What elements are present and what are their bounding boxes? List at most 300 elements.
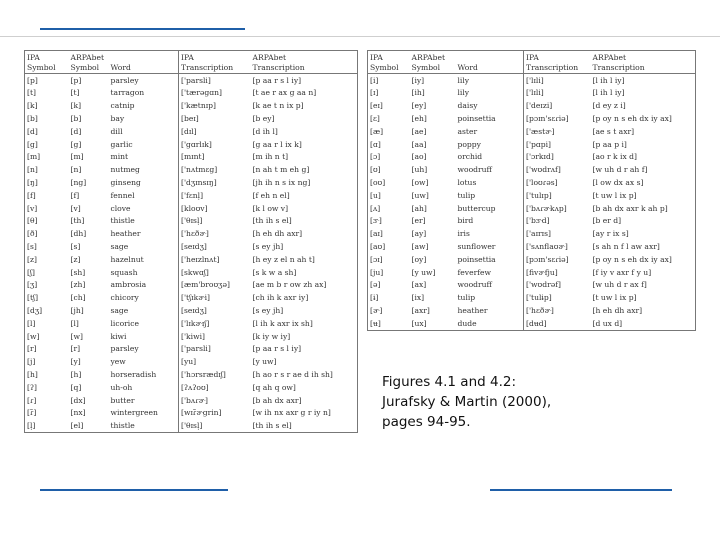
ipa-symbol-cell: [f] bbox=[27, 190, 36, 200]
ipa-symbol-cell: [p] bbox=[27, 75, 38, 85]
ipa-symbol-cell: [k] bbox=[27, 101, 38, 111]
arpabet-transcription-cell: [l ih l iy] bbox=[592, 88, 625, 98]
word-cell: woodruff bbox=[457, 165, 492, 175]
ipa-symbol-cell: [ɔɪ] bbox=[370, 254, 383, 264]
bottom-accent-bar-left bbox=[40, 489, 228, 491]
arpabet-symbol-cell: [g] bbox=[70, 139, 82, 149]
table-row bbox=[25, 202, 358, 215]
ipa-symbol-cell: [ʒ] bbox=[27, 280, 38, 290]
arpabet-transcription-cell: [ae m b r ow zh ax] bbox=[252, 280, 327, 290]
ipa-transcription-cell: ['gɑrlɪk] bbox=[179, 138, 251, 151]
arpabet-symbol-cell: [ax] bbox=[411, 280, 427, 290]
ipa-symbol-cell: [t] bbox=[27, 88, 36, 98]
ipa-symbol-header: IPA Symbol bbox=[368, 51, 410, 74]
ipa-symbol-cell: [w] bbox=[27, 331, 40, 341]
arpabet-symbol-cell: [d] bbox=[70, 126, 82, 136]
arpabet-transcription-cell: [p aa r s l iy] bbox=[252, 344, 302, 354]
ipa-transcription-cell: [kloʊv] bbox=[179, 202, 251, 215]
arpabet-transcription-cell: [g aa r l ix k] bbox=[252, 139, 302, 149]
word-cell: buttercup bbox=[457, 203, 496, 213]
arpabet-symbol-cell: [ow] bbox=[411, 177, 429, 187]
arpabet-transcription-cell: [q ah q ow] bbox=[252, 382, 296, 392]
word-cell: tarragon bbox=[110, 88, 145, 98]
ipa-symbol-cell: [v] bbox=[27, 203, 38, 213]
caption-line: Jurafsky & Martin (2000), bbox=[382, 394, 552, 410]
ipa-symbol-cell: [ɪ] bbox=[370, 88, 379, 98]
ipa-transcription-cell: ['tulɪp] bbox=[524, 189, 591, 202]
arpabet-symbol-cell: [z] bbox=[70, 254, 81, 264]
table-row bbox=[368, 228, 696, 241]
ipa-transcription-cell: [æm'broʊʒə] bbox=[179, 279, 251, 292]
word-header: Word bbox=[456, 51, 524, 74]
arpabet-transcription-cell: [p aa r s l iy] bbox=[252, 75, 302, 85]
arpabet-transcription-cell: [ay r ix s] bbox=[592, 229, 629, 239]
ipa-transcription-cell: ['bʌɾɚ] bbox=[179, 394, 251, 407]
word-cell: squash bbox=[110, 267, 138, 277]
arpabet-symbol-cell: [ah] bbox=[411, 203, 427, 213]
ipa-symbol-cell: [g] bbox=[27, 139, 38, 149]
ipa-transcription-cell: ['kætnɪp] bbox=[179, 100, 251, 113]
word-cell: licorice bbox=[110, 318, 139, 328]
arpabet-transcription-cell: [f eh n el] bbox=[252, 190, 290, 200]
table-row bbox=[25, 304, 358, 317]
table-row bbox=[368, 304, 696, 317]
ipa-transcription-cell: ['parsli] bbox=[179, 343, 251, 356]
arpabet-transcription-cell: [l ih k axr ix sh] bbox=[252, 318, 313, 328]
word-cell: clove bbox=[110, 203, 131, 213]
ipa-transcription-cell: [pɔɪn'sɛɾiə] bbox=[524, 112, 591, 125]
word-cell: poinsettia bbox=[457, 113, 496, 123]
ipa-transcription-cell: [mɪnt] bbox=[179, 151, 251, 164]
word-cell: poinsettia bbox=[457, 254, 496, 264]
ipa-symbol-cell: [b] bbox=[27, 113, 38, 123]
ipa-symbol-cell: [ʉ] bbox=[370, 318, 381, 328]
table-row bbox=[368, 176, 696, 189]
word-cell: woodruff bbox=[457, 280, 492, 290]
ipa-transcription-cell: ['sʌnflaʊɚ] bbox=[524, 240, 591, 253]
word-cell: tulip bbox=[457, 190, 476, 200]
word-cell: poppy bbox=[457, 139, 481, 149]
table-row bbox=[25, 394, 358, 407]
arpabet-symbol-cell: [sh] bbox=[70, 267, 86, 277]
word-header: Word bbox=[109, 51, 179, 74]
word-cell: lily bbox=[457, 75, 470, 85]
arpabet-transcription-cell: [l ih l iy] bbox=[592, 75, 625, 85]
table-row bbox=[368, 151, 696, 164]
ipa-symbol-cell: [z] bbox=[27, 254, 37, 264]
ipa-symbol-cell: [ɾ̃] bbox=[27, 408, 37, 418]
caption-line: pages 94-95. bbox=[382, 414, 471, 430]
arpabet-transcription-header: ARPAbet Transcription bbox=[251, 51, 358, 74]
table-row bbox=[25, 420, 358, 433]
arpabet-symbol-cell: [nx] bbox=[70, 408, 86, 418]
ipa-transcription-cell: ['tulɨp] bbox=[524, 292, 591, 305]
word-cell: orchid bbox=[457, 152, 483, 162]
arpabet-transcription-cell: [th ih s el] bbox=[252, 216, 292, 226]
ipa-transcription-cell: [beɪ] bbox=[179, 112, 251, 125]
word-cell: garlic bbox=[110, 139, 133, 149]
ipa-transcription-cell: ['heɪzlnʌt] bbox=[179, 253, 251, 266]
arpabet-symbol-cell: [n] bbox=[70, 165, 82, 175]
word-cell: yew bbox=[110, 357, 126, 367]
arpabet-symbol-cell: [m] bbox=[70, 152, 84, 162]
arpabet-transcription-cell: [t uw l ix p] bbox=[592, 190, 637, 200]
ipa-transcription-cell: ['deɪzi] bbox=[524, 100, 591, 113]
table-row bbox=[368, 292, 696, 305]
word-cell: butter bbox=[110, 395, 135, 405]
arpabet-symbol-cell: [ae] bbox=[411, 126, 427, 136]
ipa-transcription-cell: ['wʊdrʌf] bbox=[524, 164, 591, 177]
top-divider-line bbox=[0, 36, 720, 37]
arpabet-symbol-cell: [dx] bbox=[70, 395, 86, 405]
ipa-transcription-cell: ['kiwi] bbox=[179, 330, 251, 343]
arpabet-symbol-cell: [t] bbox=[70, 88, 80, 98]
ipa-transcription-cell: [wɪɾ̃ɚgrin] bbox=[179, 407, 251, 420]
ipa-symbol-header: IPA Symbol bbox=[25, 51, 69, 74]
word-cell: horseradish bbox=[110, 369, 157, 379]
table-header-row bbox=[25, 51, 358, 74]
word-cell: lotus bbox=[457, 177, 477, 187]
ipa-symbol-cell: [d] bbox=[27, 126, 38, 136]
arpabet-transcription-cell: [p oy n s eh dx iy ax] bbox=[592, 113, 672, 123]
arpabet-transcription-cell: [p aa p i] bbox=[592, 139, 627, 149]
table-header-row bbox=[368, 51, 696, 74]
word-cell: mint bbox=[110, 152, 129, 162]
arpabet-symbol-cell: [y uw] bbox=[411, 267, 436, 277]
ipa-symbol-cell: [ʊ] bbox=[370, 165, 381, 175]
table-row bbox=[25, 112, 358, 125]
table-row bbox=[25, 407, 358, 420]
arpabet-symbol-cell: [f] bbox=[70, 190, 80, 200]
table-row bbox=[25, 215, 358, 228]
arpabet-transcription-cell: [y uw] bbox=[252, 357, 277, 367]
word-cell: ambrosia bbox=[110, 280, 147, 290]
arpabet-symbol-cell: [iy] bbox=[411, 75, 425, 85]
arpabet-transcription-cell: [b ey] bbox=[252, 113, 275, 123]
arpabet-transcription-cell: [n ah t m eh g] bbox=[252, 165, 310, 175]
ipa-symbol-cell: [aʊ] bbox=[370, 241, 386, 251]
ipa-symbol-cell: [aɪ] bbox=[370, 229, 383, 239]
word-cell: nutmeg bbox=[110, 165, 140, 175]
arpabet-transcription-cell: [b er d] bbox=[592, 216, 622, 226]
ipa-transcription-cell: ['nʌtmɛg] bbox=[179, 164, 251, 177]
arpabet-symbol-cell: [p] bbox=[70, 75, 82, 85]
arpabet-symbol-cell: [dh] bbox=[70, 229, 87, 239]
arpabet-symbol-cell: [th] bbox=[70, 216, 85, 226]
arpabet-symbol-cell: [uw] bbox=[411, 190, 429, 200]
table-row bbox=[25, 151, 358, 164]
arpabet-transcription-cell: [h eh dh axr] bbox=[592, 305, 643, 315]
ipa-transcription-header: IPA Transcription bbox=[179, 51, 251, 74]
table-row bbox=[25, 253, 358, 266]
table-row bbox=[368, 279, 696, 292]
ipa-symbol-cell: [ɨ] bbox=[370, 293, 379, 303]
word-cell: chicory bbox=[110, 293, 139, 303]
arpabet-transcription-cell: [s ey jh] bbox=[252, 241, 284, 251]
table-row bbox=[25, 279, 358, 292]
arpabet-transcription-cell: [l ow dx ax s] bbox=[592, 177, 644, 187]
arpabet-transcription-cell: [k iy w iy] bbox=[252, 331, 291, 341]
ipa-symbol-cell: [ɝ] bbox=[370, 216, 382, 226]
arpabet-symbol-cell: [axr] bbox=[411, 305, 430, 315]
arpabet-transcription-header: ARPAbet Transcription bbox=[591, 51, 696, 74]
ipa-symbol-cell: [ɚ] bbox=[370, 305, 383, 315]
ipa-transcription-cell: [yu] bbox=[179, 356, 251, 369]
table-row bbox=[368, 215, 696, 228]
arpabet-symbol-cell: [ih] bbox=[411, 88, 425, 98]
word-cell: dude bbox=[457, 318, 477, 328]
arpabet-symbol-cell: [s] bbox=[70, 241, 81, 251]
ipa-symbol-cell: [m] bbox=[27, 152, 41, 162]
ipa-symbol-cell: [u] bbox=[370, 190, 381, 200]
table-row bbox=[25, 381, 358, 394]
arpabet-symbol-cell: [w] bbox=[70, 331, 83, 341]
table-row bbox=[25, 368, 358, 381]
arpabet-symbol-cell: [jh] bbox=[70, 305, 84, 315]
word-cell: fennel bbox=[110, 190, 135, 200]
arpabet-transcription-cell: [ch ih k axr iy] bbox=[252, 293, 309, 303]
table-row bbox=[368, 112, 696, 125]
table-row bbox=[25, 356, 358, 369]
arpabet-transcription-cell: [t uw l ix p] bbox=[592, 293, 637, 303]
ipa-transcription-cell: ['hɔrsrædɪʃ] bbox=[179, 368, 251, 381]
ipa-transcription-cell: ['bɝd] bbox=[524, 215, 591, 228]
ipa-transcription-cell: [fivɚfju] bbox=[524, 266, 591, 279]
arpabet-transcription-cell: [h eh dh axr] bbox=[252, 229, 303, 239]
arpabet-transcription-cell: [w uh d r ah f] bbox=[592, 165, 648, 175]
arpabet-transcription-cell: [m ih n t] bbox=[252, 152, 289, 162]
word-cell: catnip bbox=[110, 101, 135, 111]
arpabet-symbol-cell: [l] bbox=[70, 318, 79, 328]
arpabet-transcription-cell: [ao r k ix d] bbox=[592, 152, 637, 162]
word-cell: feverfew bbox=[457, 267, 492, 277]
ipa-symbol-cell: [j] bbox=[27, 357, 36, 367]
arpabet-symbol-cell: [oy] bbox=[411, 254, 427, 264]
table-row bbox=[25, 343, 358, 356]
ipa-symbol-cell: [r] bbox=[27, 344, 37, 354]
arpabet-transcription-cell: [jh ih n s ix ng] bbox=[252, 177, 311, 187]
arpabet-symbol-cell: [er] bbox=[411, 216, 426, 226]
word-cell: dill bbox=[110, 126, 123, 136]
arpabet-transcription-cell: [d ey z i] bbox=[592, 101, 626, 111]
ipa-symbol-cell: [n] bbox=[27, 165, 38, 175]
ipa-transcription-cell: ['loʊɾəs] bbox=[524, 176, 591, 189]
ipa-symbol-cell: [ʌ] bbox=[370, 203, 381, 213]
ipa-transcription-cell: ['fɛnl̩] bbox=[179, 189, 251, 202]
ipa-symbol-cell: [θ] bbox=[27, 216, 38, 226]
ipa-transcription-cell: ['bʌɾɚkʌp] bbox=[524, 202, 591, 215]
arpabet-transcription-cell: [s ah n f l aw axr] bbox=[592, 241, 660, 251]
word-cell: bird bbox=[457, 216, 474, 226]
ipa-symbol-cell: [ʔ] bbox=[27, 382, 37, 392]
ipa-symbol-cell: [l] bbox=[27, 318, 36, 328]
ipa-transcription-cell: ['lɪkɚɪʃ] bbox=[179, 317, 251, 330]
ipa-transcription-header: IPA Transcription bbox=[524, 51, 591, 74]
arpabet-transcription-cell: [s k w a sh] bbox=[252, 267, 297, 277]
word-cell: parsley bbox=[110, 75, 139, 85]
arpabet-transcription-cell: [w uh d r ax f] bbox=[592, 280, 647, 290]
vowels-table bbox=[367, 50, 696, 331]
figure-caption bbox=[382, 372, 702, 432]
table-row bbox=[368, 317, 696, 330]
arpabet-symbol-cell: [aw] bbox=[411, 241, 429, 251]
word-cell: iris bbox=[457, 229, 470, 239]
table-row bbox=[25, 189, 358, 202]
arpabet-symbol-cell: [b] bbox=[70, 113, 82, 123]
arpabet-symbol-cell: [ux] bbox=[411, 318, 427, 328]
arpabet-symbol-cell: [ch] bbox=[70, 293, 86, 303]
word-cell: tulip bbox=[457, 293, 476, 303]
table-row bbox=[25, 240, 358, 253]
arpabet-symbol-header: ARPAbet Symbol bbox=[69, 51, 109, 74]
table-row bbox=[368, 87, 696, 100]
table-row bbox=[368, 202, 696, 215]
ipa-transcription-cell: ['tærəgɑn] bbox=[179, 87, 251, 100]
caption-line: Figures 4.1 and 4.2: bbox=[382, 374, 517, 390]
ipa-transcription-cell: ['hɛðɚ] bbox=[524, 304, 591, 317]
ipa-transcription-cell: ['dʒɪnsɪŋ] bbox=[179, 176, 251, 189]
arpabet-symbol-cell: [r] bbox=[70, 344, 81, 354]
ipa-transcription-cell: ['aɪrɪs] bbox=[524, 228, 591, 241]
ipa-symbol-cell: [ʃ] bbox=[27, 267, 35, 277]
consonants-table bbox=[24, 50, 358, 433]
arpabet-transcription-cell: [d ih l] bbox=[252, 126, 278, 136]
arpabet-transcription-cell: [b ah dx axr k ah p] bbox=[592, 203, 668, 213]
ipa-transcription-cell: ['parsli] bbox=[179, 74, 251, 87]
ipa-transcription-cell: [seɪdʒ] bbox=[179, 304, 251, 317]
word-cell: parsley bbox=[110, 344, 139, 354]
ipa-symbol-cell: [l̩] bbox=[27, 421, 36, 431]
table-row bbox=[368, 189, 696, 202]
table-row bbox=[25, 87, 358, 100]
bottom-accent-bar-right bbox=[490, 489, 672, 491]
table-row bbox=[25, 74, 358, 87]
arpabet-symbol-cell: [v] bbox=[70, 203, 81, 213]
arpabet-transcription-cell: [w ih nx axr g r iy n] bbox=[252, 408, 331, 418]
table-row bbox=[25, 138, 358, 151]
table-row bbox=[25, 164, 358, 177]
ipa-transcription-cell: ['θɪsl̩] bbox=[179, 420, 251, 433]
arpabet-symbol-cell: [ao] bbox=[411, 152, 427, 162]
ipa-transcription-cell: ['tʃɪkɚi] bbox=[179, 292, 251, 305]
ipa-transcription-cell: ['hɛðɚ] bbox=[179, 228, 251, 241]
ipa-symbol-cell: [h] bbox=[27, 369, 38, 379]
word-cell: ginseng bbox=[110, 177, 141, 187]
arpabet-symbol-cell: [q] bbox=[70, 382, 82, 392]
arpabet-transcription-cell: [p oy n s eh dx iy ax] bbox=[592, 254, 672, 264]
word-cell: uh-oh bbox=[110, 382, 133, 392]
arpabet-symbol-cell: [el] bbox=[70, 421, 84, 431]
arpabet-symbol-cell: [uh] bbox=[411, 165, 428, 175]
word-cell: thistle bbox=[110, 216, 135, 226]
ipa-symbol-cell: [ɑ] bbox=[370, 139, 381, 149]
word-cell: sunflower bbox=[457, 241, 496, 251]
word-cell: sage bbox=[110, 241, 129, 251]
ipa-transcription-cell: ['ɔrkɪd] bbox=[524, 151, 591, 164]
word-cell: bay bbox=[110, 113, 125, 123]
table-row bbox=[25, 100, 358, 113]
ipa-symbol-cell: [æ] bbox=[370, 126, 384, 136]
arpabet-transcription-cell: [f iy v axr f y u] bbox=[592, 267, 652, 277]
top-accent-bar-left bbox=[40, 28, 245, 30]
arpabet-symbol-cell: [eh] bbox=[411, 113, 427, 123]
arpabet-symbol-cell: [ey] bbox=[411, 101, 427, 111]
word-cell: thistle bbox=[110, 421, 135, 431]
table-row bbox=[25, 125, 358, 138]
ipa-transcription-cell: ['æstɚ] bbox=[524, 125, 591, 138]
table-row bbox=[368, 240, 696, 253]
ipa-transcription-cell: [dɪl] bbox=[179, 125, 251, 138]
ipa-symbol-cell: [ɔ] bbox=[370, 152, 381, 162]
arpabet-transcription-cell: [th ih s el] bbox=[252, 421, 292, 431]
arpabet-symbol-cell: [ix] bbox=[411, 293, 425, 303]
word-cell: heather bbox=[110, 229, 141, 239]
arpabet-transcription-cell: [t ae r ax g aa n] bbox=[252, 88, 317, 98]
arpabet-symbol-cell: [h] bbox=[70, 369, 82, 379]
ipa-transcription-cell: ['pɑpi] bbox=[524, 138, 591, 151]
arpabet-symbol-cell: [aa] bbox=[411, 139, 427, 149]
arpabet-transcription-cell: [k l ow v] bbox=[252, 203, 289, 213]
table-row bbox=[25, 292, 358, 305]
arpabet-symbol-cell: [k] bbox=[70, 101, 82, 111]
word-cell: heather bbox=[457, 305, 488, 315]
table-row bbox=[25, 330, 358, 343]
arpabet-symbol-cell: [ay] bbox=[411, 229, 427, 239]
table-row bbox=[368, 74, 696, 87]
table-row bbox=[25, 176, 358, 189]
ipa-symbol-cell: [oʊ] bbox=[370, 177, 386, 187]
word-cell: wintergreen bbox=[110, 408, 158, 418]
ipa-symbol-cell: [ju] bbox=[370, 267, 384, 277]
table-row bbox=[25, 266, 358, 279]
table-row bbox=[368, 125, 696, 138]
ipa-transcription-cell: [dʉd] bbox=[524, 317, 591, 330]
word-cell: aster bbox=[457, 126, 478, 136]
table-row bbox=[368, 164, 696, 177]
ipa-symbol-cell: [ɛ] bbox=[370, 113, 380, 123]
arpabet-transcription-cell: [ae s t axr] bbox=[592, 126, 635, 136]
ipa-symbol-cell: [tʃ] bbox=[27, 293, 39, 303]
ipa-symbol-cell: [dʒ] bbox=[27, 305, 43, 315]
arpabet-transcription-cell: [d ux d] bbox=[592, 318, 623, 328]
ipa-symbol-cell: [eɪ] bbox=[370, 101, 383, 111]
ipa-transcription-cell: [skwɑʃ] bbox=[179, 266, 251, 279]
ipa-transcription-cell: [pɔɪn'sɛɾiə] bbox=[524, 253, 591, 266]
ipa-symbol-cell: [ð] bbox=[27, 229, 38, 239]
ipa-transcription-cell: ['lɪli] bbox=[524, 87, 591, 100]
arpabet-transcription-cell: [h ey z el n ah t] bbox=[252, 254, 315, 264]
arpabet-symbol-cell: [y] bbox=[70, 357, 81, 367]
ipa-transcription-cell: ['θɪsl̩] bbox=[179, 215, 251, 228]
ipa-transcription-cell: [ʔʌʔoʊ] bbox=[179, 381, 251, 394]
ipa-symbol-cell: [s] bbox=[27, 241, 37, 251]
table-row bbox=[368, 100, 696, 113]
table-row bbox=[368, 266, 696, 279]
table-row bbox=[25, 228, 358, 241]
ipa-transcription-cell: ['wʊdrəf] bbox=[524, 279, 591, 292]
ipa-transcription-cell: ['lɪli] bbox=[524, 74, 591, 87]
ipa-symbol-cell: [ɾ] bbox=[27, 395, 37, 405]
word-cell: kiwi bbox=[110, 331, 127, 341]
arpabet-transcription-cell: [h ao r s r ae d ih sh] bbox=[252, 369, 333, 379]
word-cell: sage bbox=[110, 305, 129, 315]
word-cell: daisy bbox=[457, 101, 478, 111]
table-row bbox=[368, 253, 696, 266]
arpabet-symbol-cell: [zh] bbox=[70, 280, 86, 290]
table-row bbox=[368, 138, 696, 151]
table-row bbox=[25, 317, 358, 330]
arpabet-transcription-cell: [s ey jh] bbox=[252, 305, 284, 315]
